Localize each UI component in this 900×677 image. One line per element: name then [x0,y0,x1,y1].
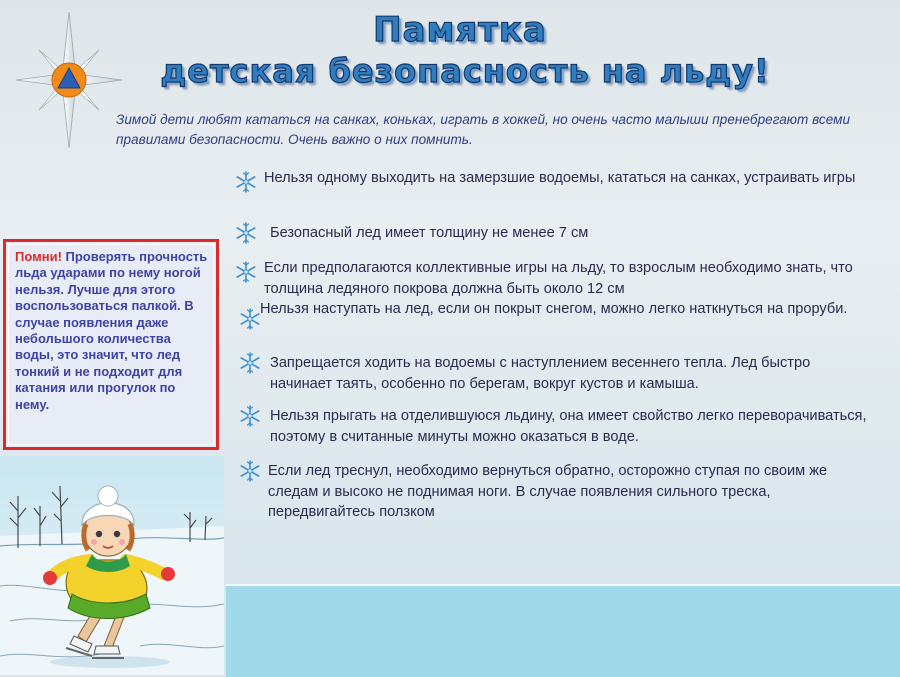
warning-box [3,239,219,450]
snowflake-icon [234,260,258,284]
rule-text: Если лед треснул, необходимо вернуться обратно, осторожно ступая по своим же следам и высоко не поднимая ноги. В случае появления сильного треска, передвигайтесь ползком [268,463,828,520]
snowflake-icon [234,221,258,245]
snowflake-icon [238,351,262,375]
list-item [228,168,868,189]
list-item [228,353,868,394]
intro-text: Зимой дети любят кататься на санках, коньках, играть в хоккей, но очень часто малыши пренебрегают всеми правилами безопасности. Очень важно о них помнить. [116,112,851,147]
list-item [228,461,868,523]
list-item [228,223,868,244]
snowflake-icon [234,170,258,194]
list-item [228,258,892,299]
warning-text: Проверять прочность льда ударами по нему ногой нельзя. Лучше для этого воспользоваться палкой. В случае появления даже небольшого количества воды, это значит, что лед тонкий и не подходит для катания или прогулок по нему. [15,249,208,412]
page-subtitle: детская безопасность на льду! [160,52,770,90]
rule-text: Нельзя прыгать на отделившуюся льдину, она имеет свойство легко переворачиваться, поэтому в считанные минуты можно оказаться в воде. [270,408,867,445]
snowflake-icon [238,307,262,331]
page-title: Памятка [373,10,547,50]
rule-text: Если предполагаются коллективные игры на льду, то взрослым необходимо знать, что толщина ледяного покрова должна быть около 12 см [264,260,853,297]
rule-text: Нельзя наступать на лед, если он покрыт снегом, можно легко наткнуться на проруби. [260,301,848,317]
rule-text: Безопасный лед имеет толщину не менее 7 см [270,225,589,241]
warning-head: Помни! [15,249,62,264]
girl-skating-illustration [0,456,224,675]
snowflake-icon [238,404,262,428]
list-item [228,406,888,447]
snowflake-icon [238,459,262,483]
rule-text: Нельзя одному выходить на замерзшие водоемы, кататься на санках, устраивать игры [264,170,856,186]
bottom-band [226,584,900,677]
list-item [228,299,888,320]
rule-text: Запрещается ходить на водоемы с наступлением весеннего тепла. Лед быстро начинает таять, особенно по берегам, вокруг кустов и камыша. [270,355,811,392]
